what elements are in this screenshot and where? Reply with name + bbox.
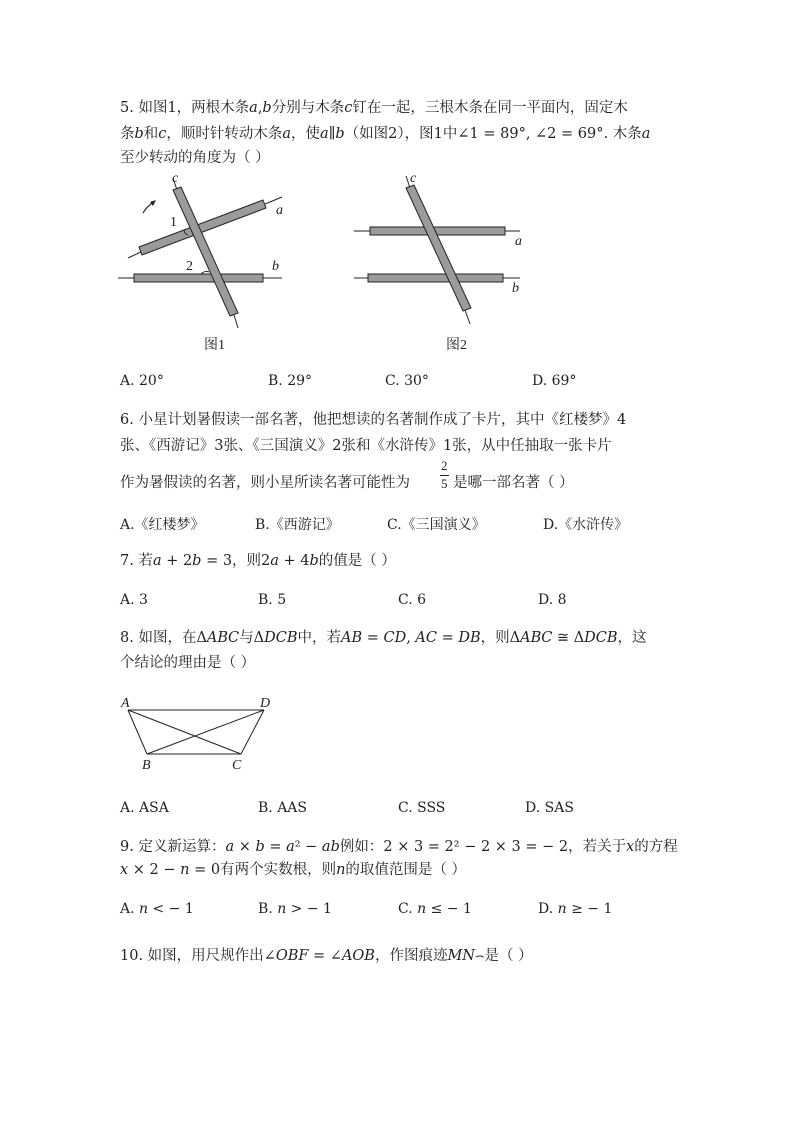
q6-line-2: 张、《西游记》3张、《三国演义》2张和《水浒传》1张，从中任抽取一张卡片 (120, 438, 612, 454)
q5-line-3: 至少转动的角度为（ ） (120, 150, 270, 166)
q5-line-1: 5. 如图1，两根木条𝑎,𝑏分别与木条𝑐钉在一起，三根木条在同一平面内，固定木 (120, 100, 628, 116)
q6-line-3-a: 作为暑假读的名著，则小星所读名著可能性为 (120, 475, 410, 491)
q8-label-a: A (121, 696, 130, 711)
q5-line-2: 条𝑏和𝑐，顺时针转动木条𝑎，使𝑎∥𝑏（如图2），图1中∠1 = 89°, ∠2 = 69°. 木条𝑎 (120, 126, 651, 142)
q9-option-a: A. 𝑛 < − 1 (120, 901, 194, 917)
q9-option-d: D. 𝑛 ≥ − 1 (538, 901, 613, 917)
q5-figure-1 (110, 168, 310, 358)
q8-line-2: 个结论的理由是（ ） (120, 655, 256, 671)
q6-fraction-numerator: 2 (441, 458, 448, 473)
fig2-label-a: a (515, 234, 522, 249)
fig1-angle-1: 1 (170, 215, 177, 230)
q8-line-1: 8. 如图，在Δ𝐴𝐵𝐶与Δ𝐷𝐶𝐵中，若𝐴𝐵 = 𝐶𝐷, 𝐴𝐶 = 𝐷𝐵，则Δ𝐴𝐵𝐶 ≅ Δ𝐷𝐶𝐵，这 (120, 630, 647, 646)
q8-label-d: D (260, 696, 271, 711)
q8-option-b: B. AAS (258, 800, 307, 816)
fig1-caption: 图1 (204, 338, 225, 353)
q9-line-1: 9. 定义新运算：𝑎 × 𝑏 = 𝑎² − 𝑎𝑏例如：2 × 3 = 2² − 2 × 3 = − 2，若关于𝑥的方程 (120, 839, 678, 855)
q6-option-c: C.《三国演义》 (387, 517, 486, 533)
q5-option-d: D. 69° (532, 373, 577, 389)
q5-option-a: A. 20° (120, 373, 164, 389)
q5-figure-2 (348, 168, 548, 358)
q5-option-c: C. 30° (385, 373, 429, 389)
fig2-label-b: b (512, 281, 519, 296)
q5-option-b: B. 29° (268, 373, 313, 389)
fig2-caption: 图2 (446, 338, 467, 353)
q9-line-2: 𝑥 × 2 − 𝑛 = 0有两个实数根，则𝑛的取值范围是（ ） (120, 862, 467, 878)
fig1-angle-2: 2 (186, 259, 193, 274)
q6-option-b: B.《西游记》 (255, 517, 340, 533)
fig1-label-c: c (172, 171, 179, 186)
q6-option-d: D.《水浒传》 (543, 517, 629, 533)
fig2-label-c: c (410, 171, 417, 186)
q9-option-c: C. 𝑛 ≤ − 1 (398, 901, 472, 917)
q8-option-d: D. SAS (525, 800, 574, 816)
q8-label-c: C (232, 758, 242, 773)
q7-option-c: C. 6 (398, 592, 427, 608)
q8-option-c: C. SSS (398, 800, 446, 816)
q7-option-d: D. 8 (538, 592, 567, 608)
fig1-label-b: b (272, 259, 279, 274)
q8-figure (112, 692, 282, 774)
q8-label-b: B (142, 758, 151, 773)
q10-line-1: 10. 如图，用尺规作出∠𝑂𝐵𝐹 = ∠𝐴𝑂𝐵，作图痕迹𝑀𝑁⌢是（ ） (120, 948, 533, 964)
q6-fraction-denominator: 5 (441, 476, 448, 491)
q7-line-1: 7. 若𝑎 + 2𝑏 = 3，则2𝑎 + 4𝑏的值是（ ） (120, 553, 396, 569)
fig1-label-a: a (276, 203, 283, 218)
q6-line-3-b: 是哪一部名著（ ） (453, 475, 574, 491)
q6-option-a: A.《红楼梦》 (120, 517, 205, 533)
q6-line-1: 6. 小星计划暑假读一部名著，他把想读的名著制作成了卡片，其中《红楼梦》4 (120, 412, 627, 428)
q9-option-b: B. 𝑛 > − 1 (258, 901, 332, 917)
q7-option-b: B. 5 (258, 592, 287, 608)
q8-option-a: A. ASA (120, 800, 169, 816)
q7-option-a: A. 3 (120, 592, 148, 608)
